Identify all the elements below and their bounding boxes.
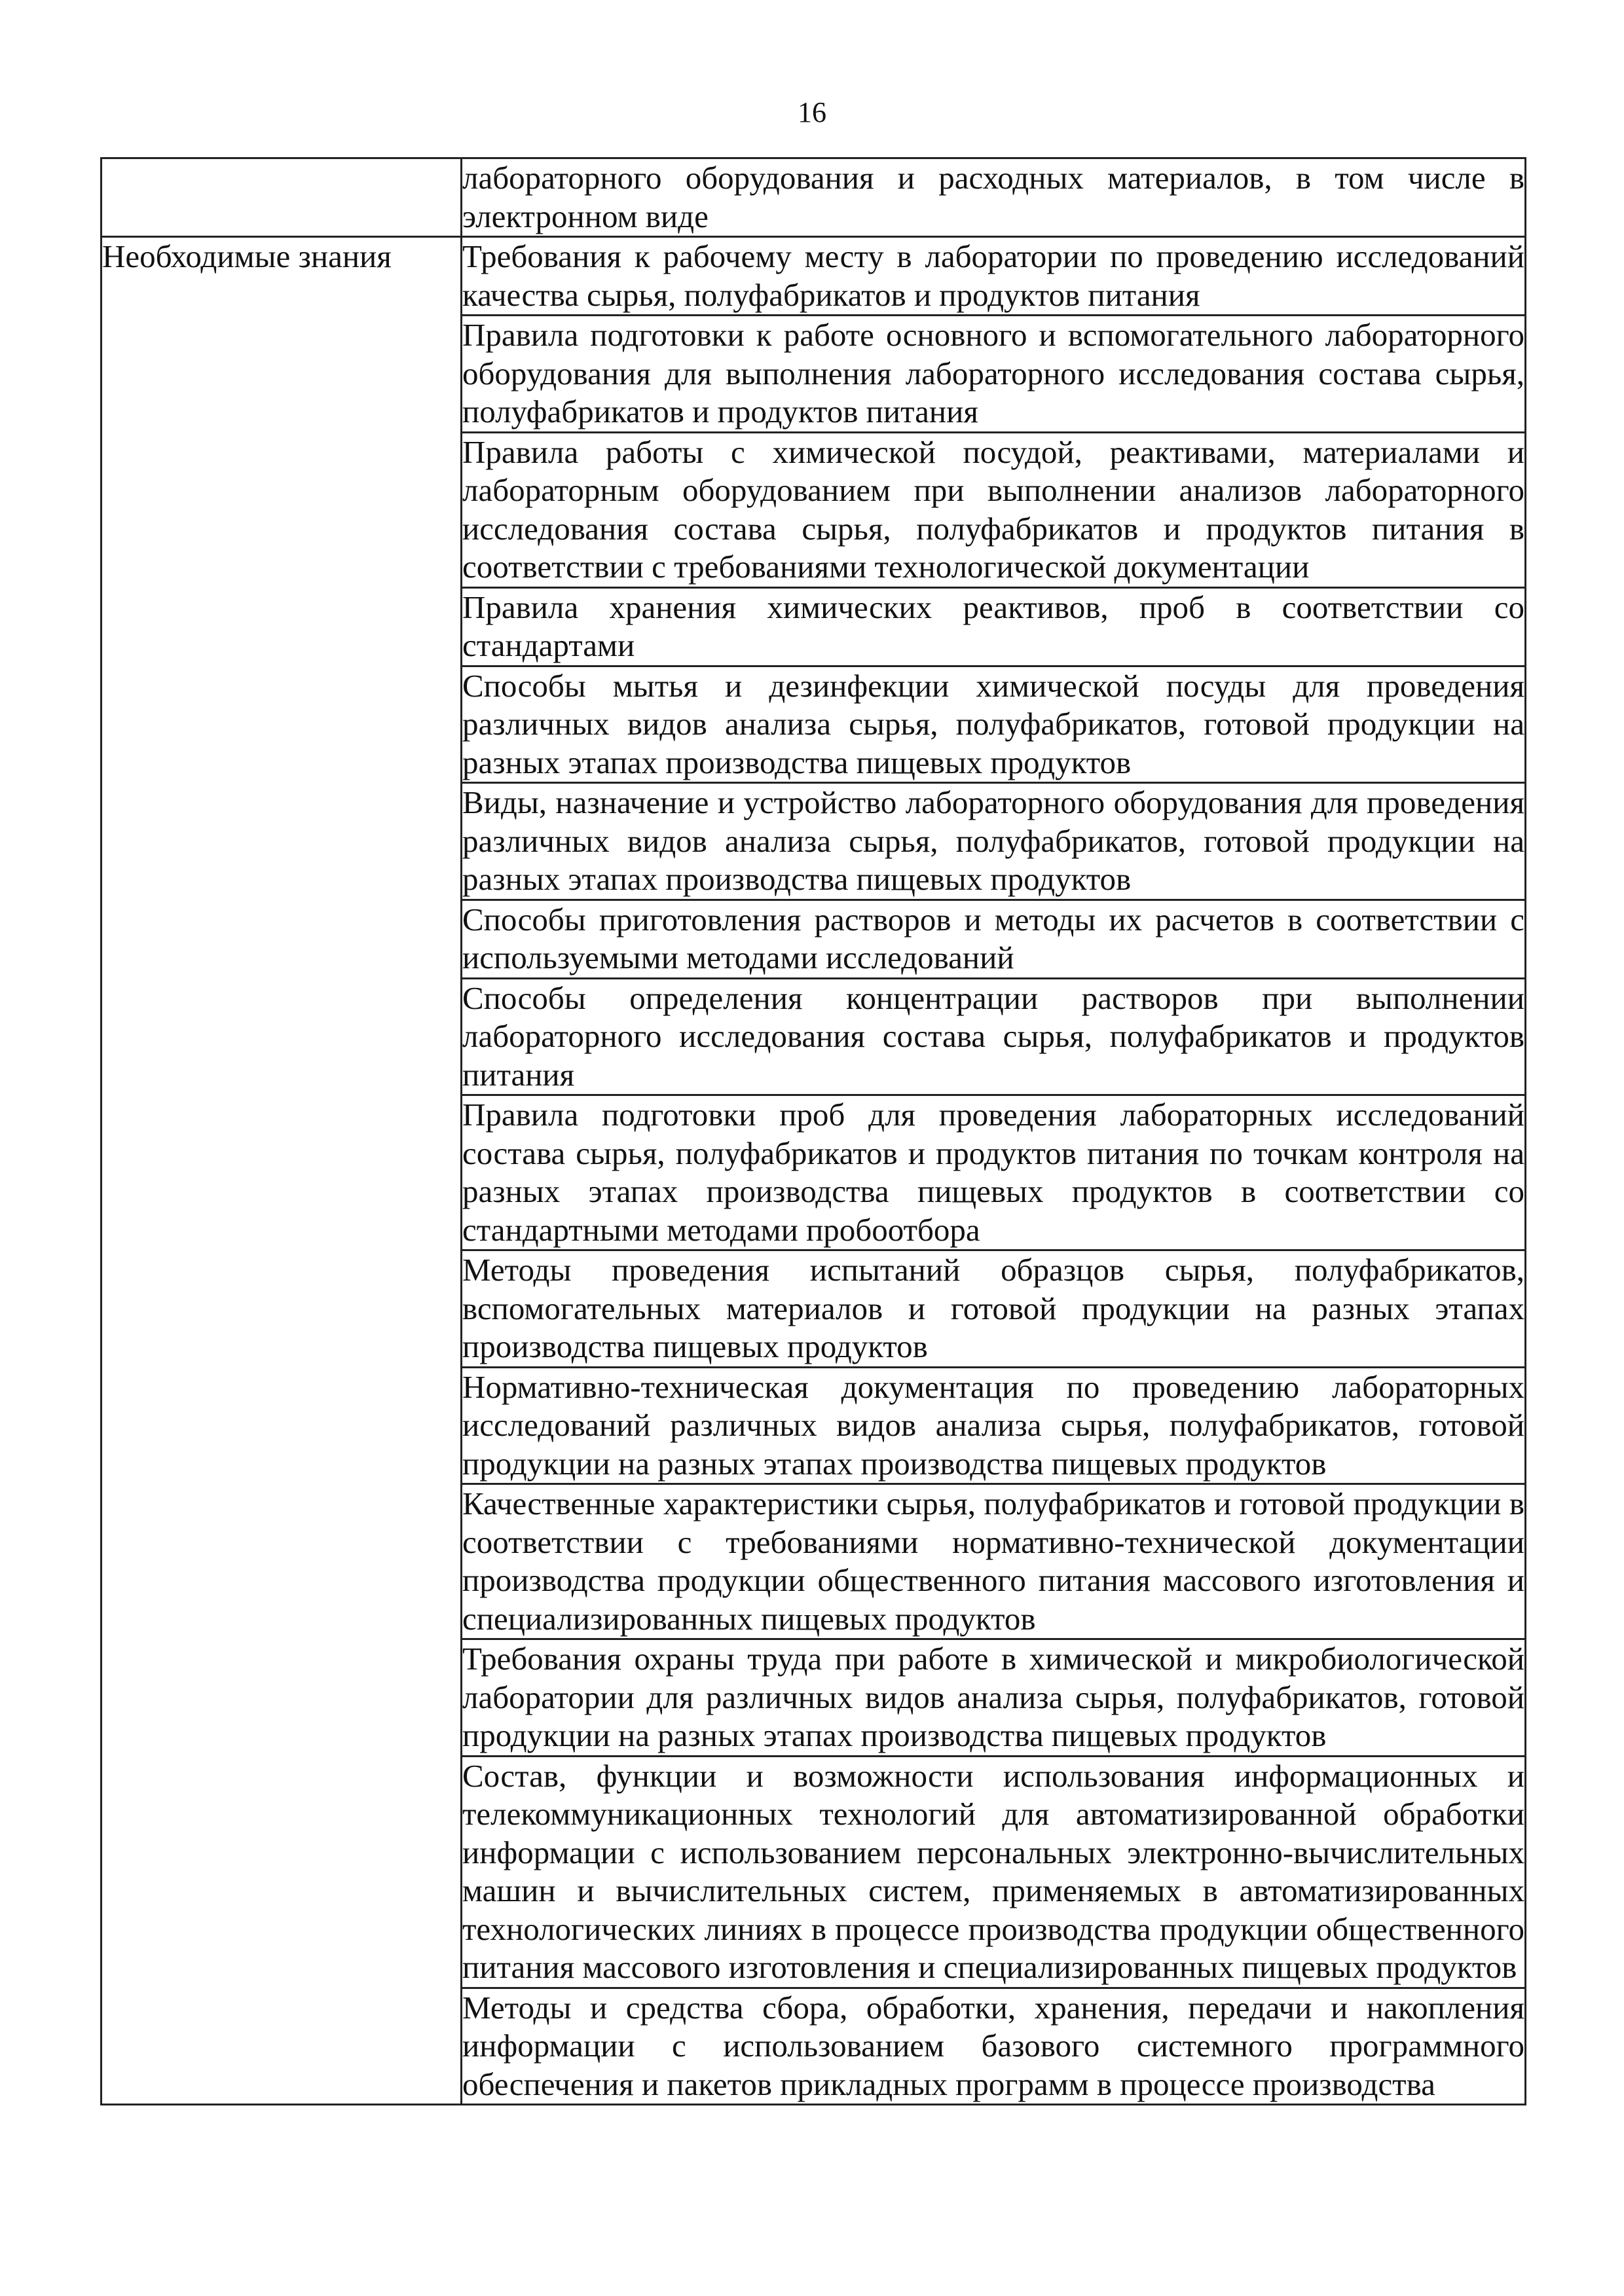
knowledge-item [462, 237, 1526, 316]
knowledge-item-text: Способы определения концентрации растворов при выполнении лабораторного исследования состава сырья, полуфабрикатов и продуктов питания [462, 979, 1524, 1093]
knowledge-item-text: Требования к рабочему месту в лаборатории по проведению исследований качества сырья, полуфабрикатов и продуктов питания [462, 238, 1524, 313]
knowledge-item [462, 666, 1526, 783]
knowledge-item-text: Правила подготовки к работе основного и вспомогательного лабораторного оборудования для выполнения лабораторного исследования состава сырья, полуфабрикатов и продуктов питания [462, 317, 1524, 429]
table-row [101, 237, 1526, 316]
knowledge-item-text: Способы мытья и дезинфекции химической посуды для проведения различных видов анализа сырья, полуфабрикатов, готовой продукции на разных этапах производства пищевых продуктов [462, 667, 1524, 780]
knowledge-item-text: Качественные характеристики сырья, полуфабрикатов и готовой продукции в соответствии с требованиями нормативно-технической документации производства продукции общественного питания массового изготовления и специализированных пищевых продуктов [462, 1485, 1524, 1637]
knowledge-item-text: Правила хранения химических реактивов, проб в соответствии со стандартами [462, 589, 1524, 663]
knowledge-item-text: Требования охраны труда при работе в химической и микробиологической лаборатории для различных видов анализа сырья, полуфабрикатов, готовой продукции на разных этапах производства пищевых продуктов [462, 1641, 1524, 1753]
knowledge-item [462, 587, 1526, 666]
knowledge-item [462, 432, 1526, 587]
knowledge-item [462, 1250, 1526, 1368]
knowledge-item-text: Способы приготовления растворов и методы их расчетов в соответствии с используемыми методами исследований [462, 901, 1524, 975]
section-label-cell [101, 237, 462, 2105]
knowledge-item [462, 900, 1526, 978]
knowledge-item [462, 1095, 1526, 1250]
knowledge-item-text: Состав, функции и возможности использования информационных и телекоммуникационных технологий для автоматизированной обработки информации с использованием персональных электронно-вычислительных машин и вычислительных систем, применяемых в автоматизированных технологических линиях в процессе производства продукции общественного питания массового изготовления и специализированных пищевых продуктов [462, 1757, 1524, 1985]
knowledge-item-text: Виды, назначение и устройство лабораторного оборудования для проведения различных видов анализа сырья, полуфабрикатов, готовой продукции на разных этапах производства пищевых продуктов [462, 784, 1524, 897]
page-number: 16 [798, 96, 826, 128]
continuation-text-cell [462, 158, 1526, 237]
knowledge-item [462, 1756, 1526, 1988]
knowledge-item [462, 316, 1526, 433]
knowledge-item [462, 1484, 1526, 1639]
knowledge-item-text: Правила подготовки проб для проведения лабораторных исследований состава сырья, полуфабрикатов и продуктов питания по точкам контроля на разных этапах производства пищевых продуктов в соответствии со стандартными методами пробоотбора [462, 1097, 1524, 1248]
knowledge-item [462, 1367, 1526, 1484]
label-cell-empty [101, 158, 462, 237]
knowledge-item [462, 783, 1526, 900]
knowledge-item-text: Методы и средства сбора, обработки, хранения, передачи и накопления информации с использованием базового системного программного обеспечения и пакетов прикладных программ в процессе производства [462, 1989, 1524, 2102]
requirements-table [100, 157, 1526, 2105]
section-label: Необходимые знания [102, 238, 392, 274]
knowledge-item [462, 1988, 1526, 2105]
knowledge-item [462, 1639, 1526, 1757]
knowledge-item-text: Нормативно-техническая документация по проведению лабораторных исследований различных видов анализа сырья, полуфабрикатов, готовой продукции на разных этапах производства пищевых продуктов [462, 1368, 1524, 1482]
table-row-continuation [101, 158, 1526, 237]
continuation-text: лабораторного оборудования и расходных материалов, в том числе в электронном виде [462, 160, 1524, 234]
knowledge-item-text: Правила работы с химической посудой, реактивами, материалами и лабораторным оборудованием при выполнении анализов лабораторного исследования состава сырья, полуфабрикатов и продуктов питания в соответствии с требованиями технологической документации [462, 433, 1524, 585]
knowledge-item [462, 978, 1526, 1095]
knowledge-item-text: Методы проведения испытаний образцов сырья, полуфабрикатов, вспомогательных материалов и готовой продукции на разных этапах производства пищевых продуктов [462, 1252, 1524, 1364]
